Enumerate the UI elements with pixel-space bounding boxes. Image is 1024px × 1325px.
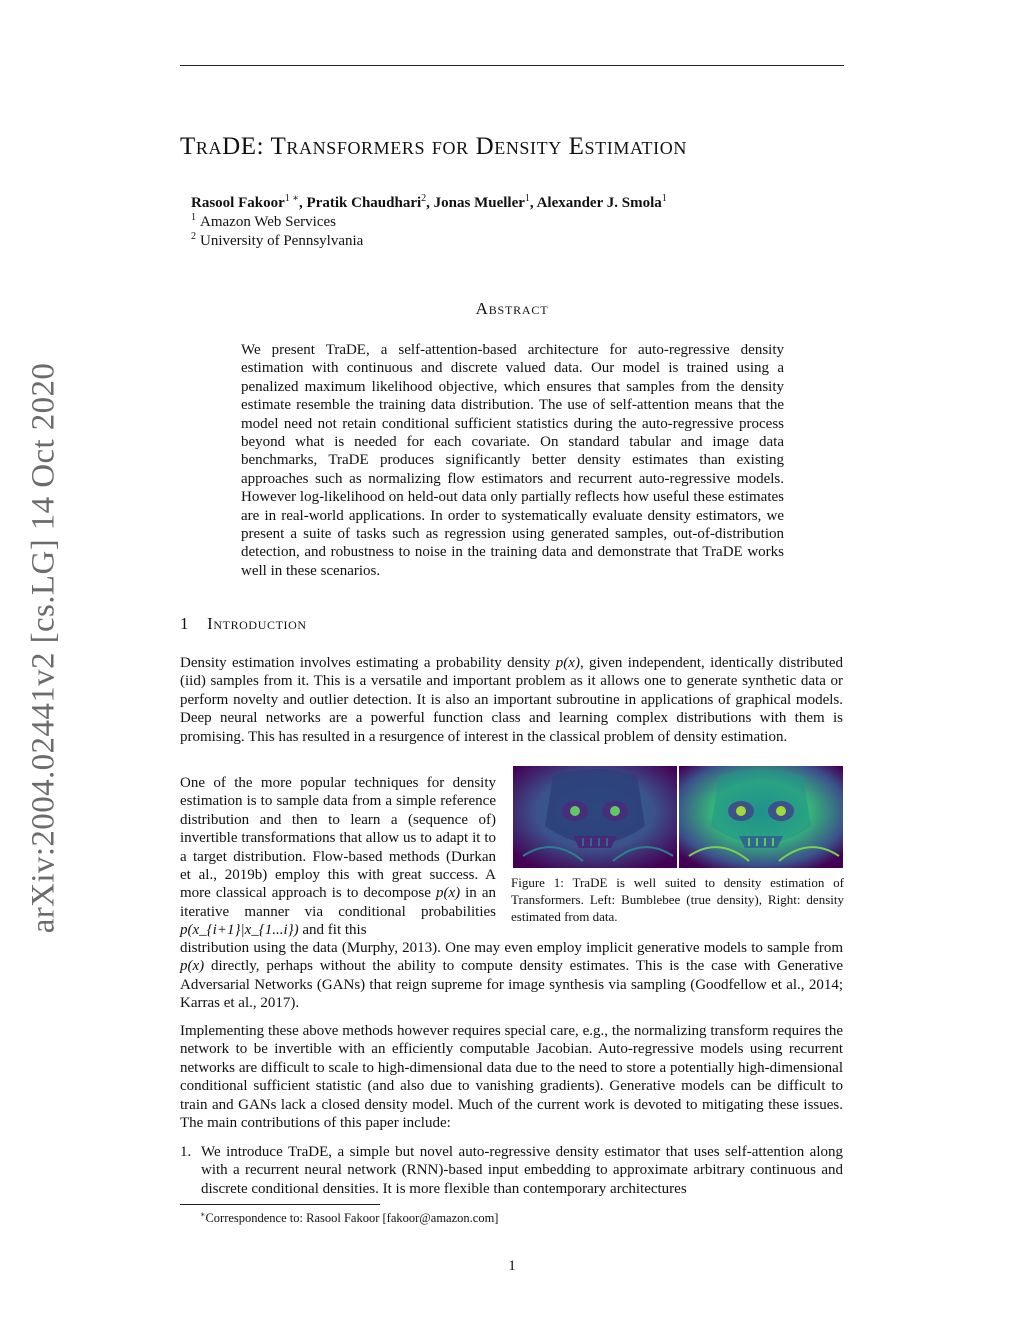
figure-images <box>513 766 843 868</box>
estimated-density-image <box>679 766 843 868</box>
abstract-text: We present TraDE, a self-attention-based architecture for auto-regressive density estimation with continuous and discrete valued data. Our model is trained using a penalized maximum likelihood objective, which ensures that samples from the density estimate resemble the training data distribution. The use of self-attention means that the model need not retain conditional sufficient statistics during the auto-regressive process beyond what is needed for each covariate. On standard tabular and image data benchmarks, TraDE produces significantly better density estimates than existing approaches such as normalizing flow estimators and recurrent auto-regressive models. However log-likelihood on held-out data only partially reflects how useful these estimates are in real-world applications. In order to systematically evaluate density estimators, we present a suite of tasks such as regression using generated samples, out-of-distribution detection, and robustness to noise in the training data and demonstrate that TraDE works well in these scenarios. <box>241 342 784 579</box>
intro-paragraph-2-wrapped <box>180 774 496 940</box>
paper-title: TraDE: Transformers for Density Estimation <box>180 133 687 160</box>
intro-paragraph-3: Implementing these above methods however requires special care, e.g., the normalizing transform requires the network to be invertible with an efficiently computable Jacobian. Auto-regressive models using recurrent networks are difficult to scale to high-dimensional data due to the need to store a potentially high-dimensional conditional sufficient statistic (and also due to vanishing gradients). Generative models can be difficult to train and GANs lack a closed density model. Much of the current work is devoted to mitigating these issues. The main contributions of this paper include: <box>180 1023 843 1132</box>
author-list: Rasool Fakoor$^{1 ∗}$, Pratik Chaudhari$^2$, Jonas Mueller$^1$, Alexander J. Smola$^1$ <box>191 193 667 211</box>
text-run: One of the more popular techniques for density estimation is to sample data from a simple reference distribution and then to learn a (sequence of) invertible transformations that allow us to adapt it to a target distribution. Flow-based methods (Durkan et al., 2019b) employ this with great success. A more classical approach is to decompose <box>180 775 496 902</box>
author-mark: 2 <box>421 193 427 204</box>
affiliation-name: Amazon Web Services <box>200 214 336 230</box>
section-title: Introduction <box>207 614 307 633</box>
affiliation <box>191 212 336 231</box>
footnote-mark: ∗ <box>200 1210 206 1219</box>
list-item <box>180 1143 843 1198</box>
math-inline: p(x) <box>555 655 580 671</box>
figure-1 <box>513 766 843 868</box>
math-inline: p(x) <box>435 885 461 902</box>
list-item-text: We introduce TraDE, a simple but novel auto-regressive density estimator that uses self-attention along with a recurrent neural network (RNN)-based input embedding to approximate arbitrary continuous and discrete conditional densities. It is more flexible than contemporary architectures <box>201 1144 843 1197</box>
figure-caption: Figure 1: TraDE is well suited to density estimation of Transformers. Left: Bumblebee (true density), Right: density estimated from data. <box>511 875 844 924</box>
affiliation-mark: 2 <box>191 231 196 242</box>
affiliation <box>191 231 363 250</box>
text-run: directly, perhaps without the ability to compute density estimates. This is the case with Generative Adversarial Networks (GANs) that reign supreme for image synthesis via sampling (Goodfellow et al., 2014; Karras et al., 2017). <box>180 958 843 1012</box>
true-density-image <box>513 766 677 868</box>
affiliation-mark: 1 <box>191 212 196 223</box>
author-name: Jonas Mueller <box>433 195 525 211</box>
author-mark: 1 ∗ <box>284 193 300 204</box>
math-inline: p(x) <box>180 958 205 975</box>
abstract-heading: Abstract <box>475 299 549 318</box>
author-name: Alexander J. Smola <box>536 195 662 211</box>
footnote-rule <box>180 1204 380 1205</box>
author-name: Pratik Chaudhari <box>306 195 422 211</box>
text-run: and fit this <box>298 922 367 939</box>
section-number: 1 <box>180 614 190 633</box>
contributions-list <box>180 1143 843 1198</box>
list-item-number: 1. <box>180 1144 192 1160</box>
text-run: in an iterative manner via conditional probabilities <box>180 885 497 920</box>
author-mark: 1 <box>524 193 530 204</box>
author-mark: 1 <box>661 193 667 204</box>
section-heading <box>180 614 307 634</box>
math-inline: p(x_{i+1}|x_{1...i}) <box>180 922 299 939</box>
text-run: distribution using the data (Murphy, 2013). One may even employ implicit generative models to sample from <box>180 940 843 956</box>
page-number: 1 <box>508 1258 516 1274</box>
arxiv-identifier: arXiv:2004.02441v2 [cs.LG] 14 Oct 2020 <box>25 362 62 934</box>
affiliation-name: University of Pennsylvania <box>200 233 364 249</box>
title-rule <box>180 65 844 66</box>
footnote-text: Correspondence to: Rasool Fakoor [fakoor@amazon.com] <box>205 1211 499 1226</box>
author-name: Rasool Fakoor <box>191 195 285 211</box>
text-run: Density estimation involves estimating a probability density <box>180 655 556 671</box>
intro-paragraph-2-continued <box>180 939 843 1013</box>
text-run: , given independent, identically distributed (iid) samples from it. This is a versatile and important problem as it allows one to generate synthetic data or perform novelty and outlier detection. It is also an important subroutine in applications of graphical models. Deep neural networks are a powerful function class and learning complex distributions with them is promising. This has resulted in a resurgence of interest in the classical problem of density estimation. <box>180 655 843 745</box>
intro-paragraph-1 <box>180 654 843 746</box>
footnote <box>200 1210 498 1226</box>
